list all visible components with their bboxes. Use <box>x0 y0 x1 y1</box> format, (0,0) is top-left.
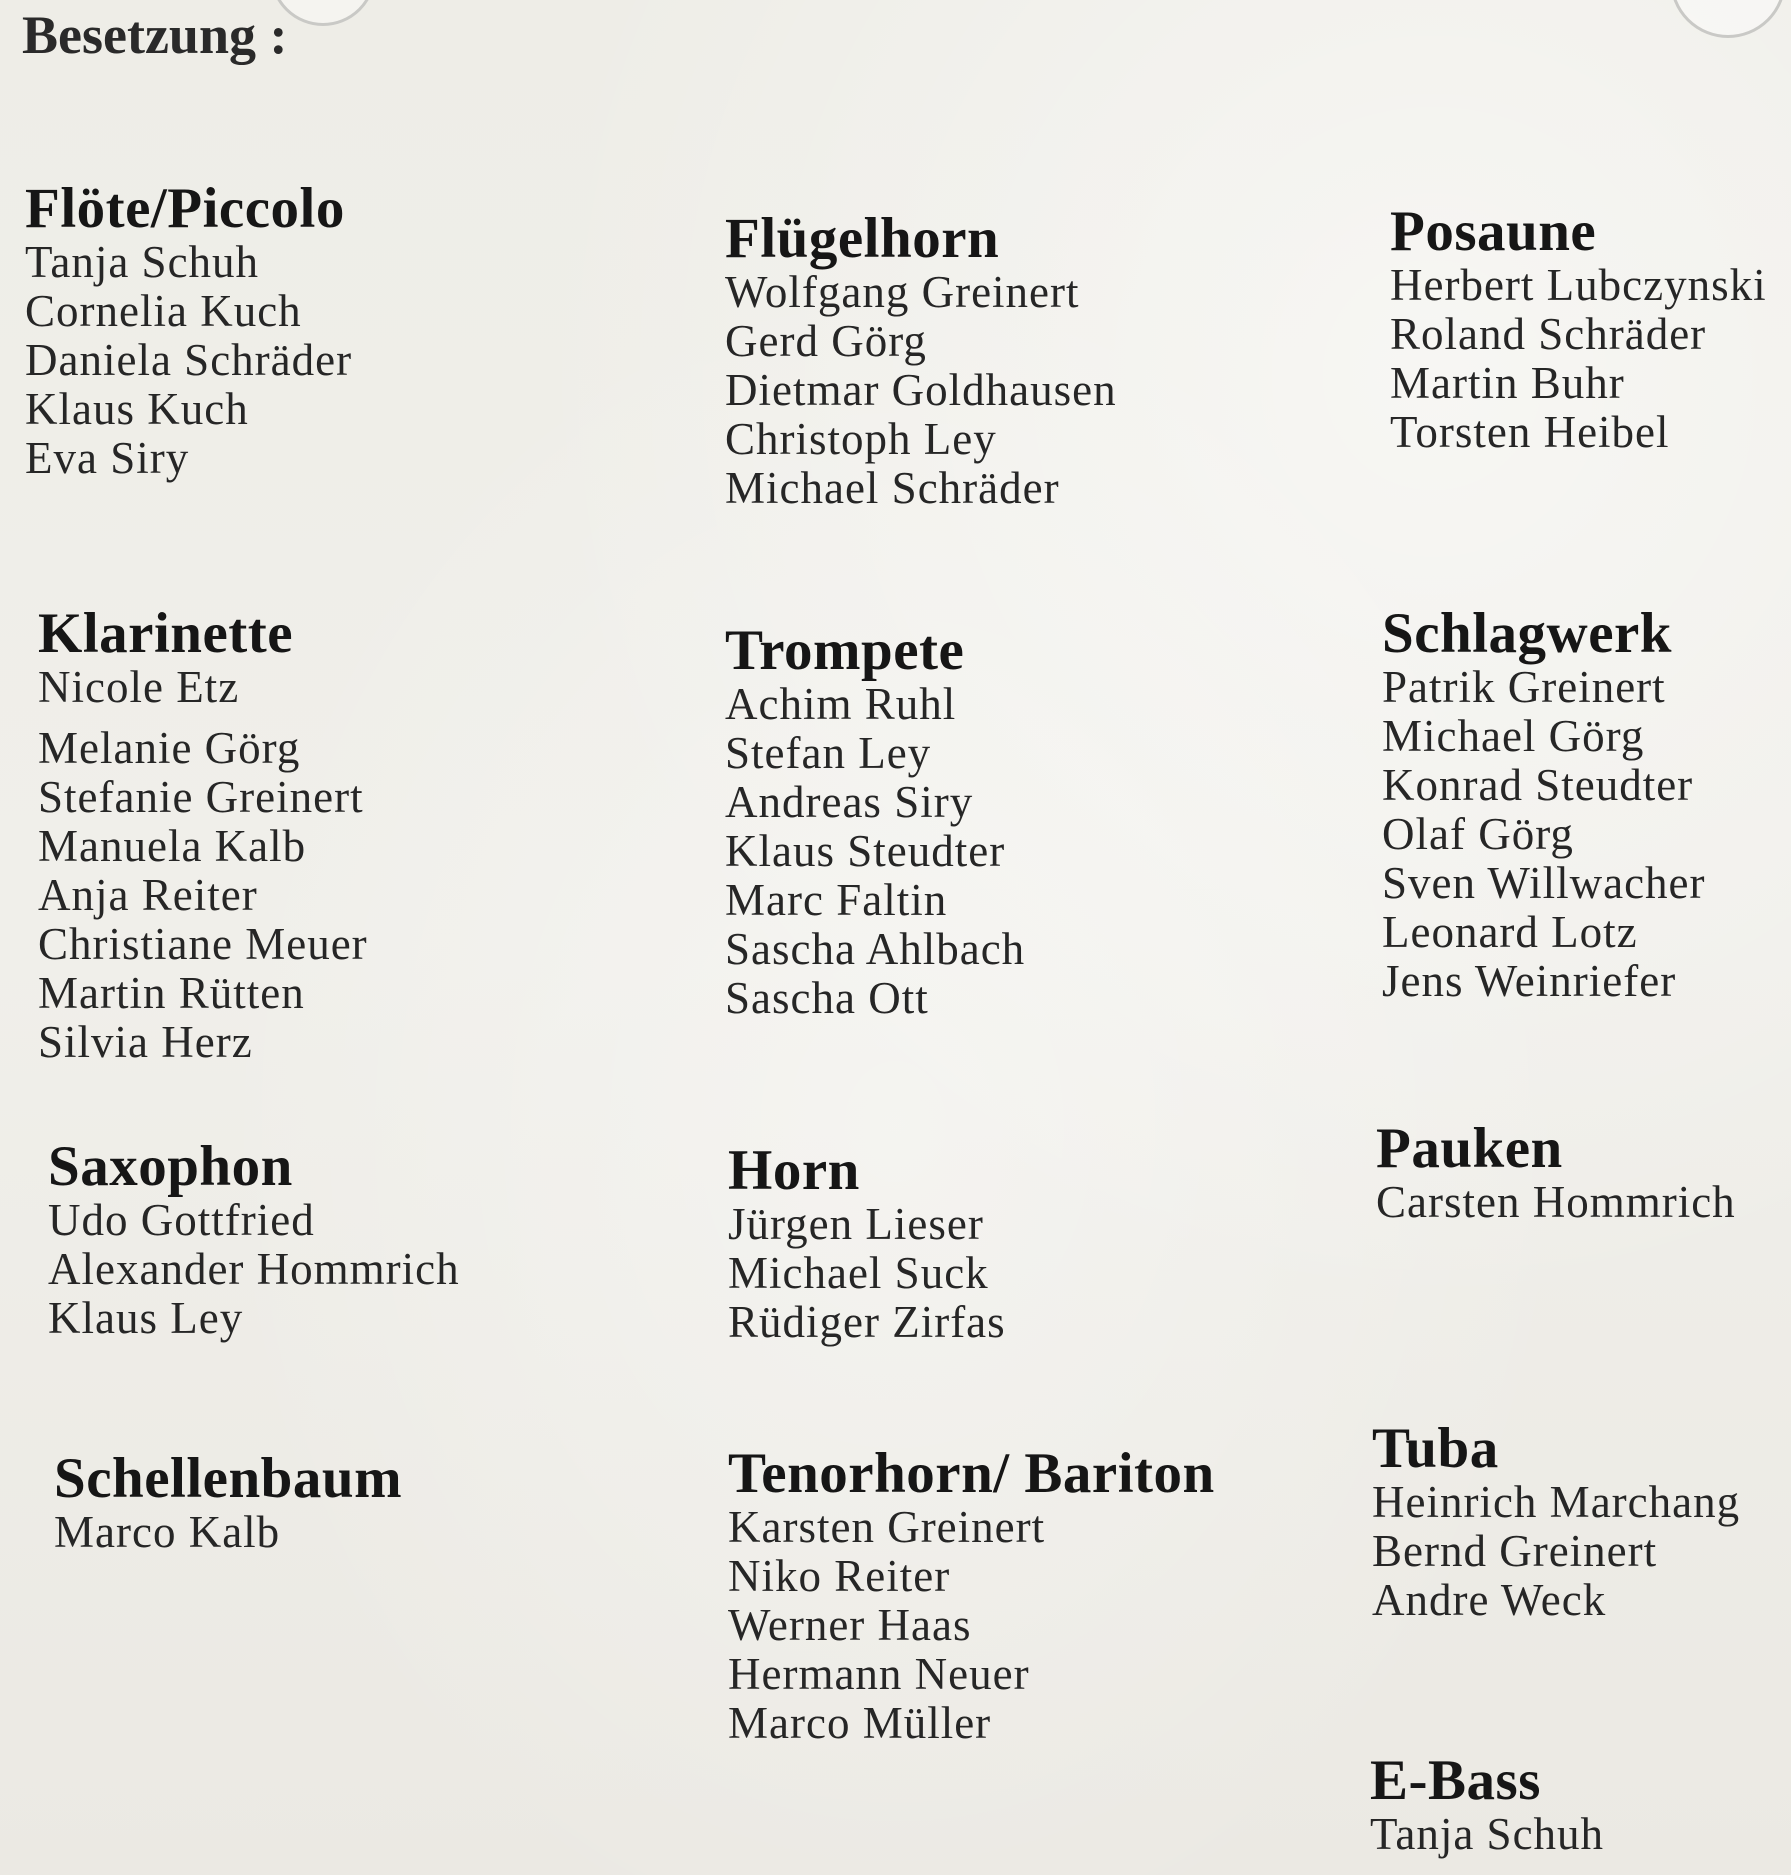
section-title: Flöte/Piccolo <box>25 177 345 240</box>
section-posaune <box>1390 200 1767 457</box>
member-name: Klaus Steudter <box>725 826 1006 876</box>
member-name: Olaf Görg <box>1382 809 1574 859</box>
member-name: Roland Schräder <box>1390 309 1707 359</box>
member-name: Sven Willwacher <box>1382 858 1706 908</box>
member-name: Michael Schräder <box>725 463 1060 513</box>
section-title: Schlagwerk <box>1382 602 1672 665</box>
section-title: Tenorhorn/ Bariton <box>728 1442 1215 1505</box>
page-title: Besetzung : <box>22 5 288 65</box>
member-name: Leonard Lotz <box>1382 907 1638 957</box>
member-name: Michael Suck <box>728 1248 989 1298</box>
member-name: Martin Rütten <box>38 968 305 1018</box>
section-pauken <box>1376 1117 1736 1227</box>
section-tenorhorn-bariton <box>728 1442 1215 1748</box>
member-name: Christoph Ley <box>725 414 997 464</box>
section-trompete <box>725 619 1026 1023</box>
member-name: Martin Buhr <box>1390 358 1625 408</box>
member-name: Christiane Meuer <box>38 919 368 969</box>
member-name: Alexander Hommrich <box>48 1244 460 1294</box>
member-name: Andre Weck <box>1372 1575 1607 1625</box>
member-name: Hermann Neuer <box>728 1649 1030 1699</box>
section-title: Horn <box>728 1139 860 1202</box>
member-name: Tanja Schuh <box>25 237 260 287</box>
member-name: Klaus Ley <box>48 1293 244 1343</box>
section-title: Schellenbaum <box>54 1447 403 1510</box>
section-title: Trompete <box>725 619 965 682</box>
section-fluegelhorn <box>725 207 1117 513</box>
section-title: Posaune <box>1390 200 1597 263</box>
section-tuba <box>1372 1417 1741 1625</box>
member-name: Karsten Greinert <box>728 1502 1046 1552</box>
section-title: Pauken <box>1376 1117 1563 1180</box>
section-schellenbaum <box>54 1447 403 1557</box>
section-klarinette <box>38 602 368 1067</box>
member-name: Tanja Schuh <box>1370 1809 1605 1859</box>
binder-ring-right <box>1670 0 1786 38</box>
member-name: Melanie Görg <box>38 723 301 773</box>
member-name: Niko Reiter <box>728 1551 951 1601</box>
member-name: Heinrich Marchang <box>1372 1477 1741 1527</box>
member-name: Wolfgang Greinert <box>725 267 1080 317</box>
section-schlagwerk <box>1382 602 1706 1006</box>
member-name: Patrik Greinert <box>1382 662 1666 712</box>
section-horn <box>728 1139 1006 1347</box>
member-name: Michael Görg <box>1382 711 1645 761</box>
member-name: Stefanie Greinert <box>38 772 364 822</box>
section-e-bass <box>1370 1749 1605 1859</box>
member-name: Eva Siry <box>25 433 190 483</box>
section-title: Klarinette <box>38 602 294 665</box>
member-name: Marco Müller <box>728 1698 992 1748</box>
member-name: Stefan Ley <box>725 728 932 778</box>
member-name: Silvia Herz <box>38 1017 253 1067</box>
member-name: Marc Faltin <box>725 875 948 925</box>
member-name: Konrad Steudter <box>1382 760 1694 810</box>
member-name: Torsten Heibel <box>1390 407 1670 457</box>
section-title: Saxophon <box>48 1135 293 1198</box>
member-name: Udo Gottfried <box>48 1195 315 1245</box>
member-name: Anja Reiter <box>38 870 258 920</box>
member-name: Nicole Etz <box>38 662 240 712</box>
member-name: Herbert Lubczynski <box>1390 260 1767 310</box>
member-name: Werner Haas <box>728 1600 972 1650</box>
member-name: Klaus Kuch <box>25 384 249 434</box>
member-name: Carsten Hommrich <box>1376 1177 1736 1227</box>
member-name: Marco Kalb <box>54 1507 281 1557</box>
section-title: Flügelhorn <box>725 207 1000 270</box>
section-title: Tuba <box>1372 1417 1499 1480</box>
member-name: Bernd Greinert <box>1372 1526 1658 1576</box>
member-name: Manuela Kalb <box>38 821 307 871</box>
member-name: Rüdiger Zirfas <box>728 1297 1006 1347</box>
member-name: Daniela Schräder <box>25 335 353 385</box>
member-name: Cornelia Kuch <box>25 286 302 336</box>
section-title: E-Bass <box>1370 1749 1541 1812</box>
member-name: Jürgen Lieser <box>728 1199 984 1249</box>
member-name: Andreas Siry <box>725 777 974 827</box>
member-name: Gerd Görg <box>725 316 927 366</box>
member-name: Sascha Ahlbach <box>725 924 1026 974</box>
member-name: Jens Weinriefer <box>1382 956 1677 1006</box>
member-name: Achim Ruhl <box>725 679 957 729</box>
member-name: Dietmar Goldhausen <box>725 365 1117 415</box>
member-name: Sascha Ott <box>725 973 929 1023</box>
section-saxophon <box>48 1135 460 1343</box>
section-floete-piccolo <box>25 177 353 483</box>
